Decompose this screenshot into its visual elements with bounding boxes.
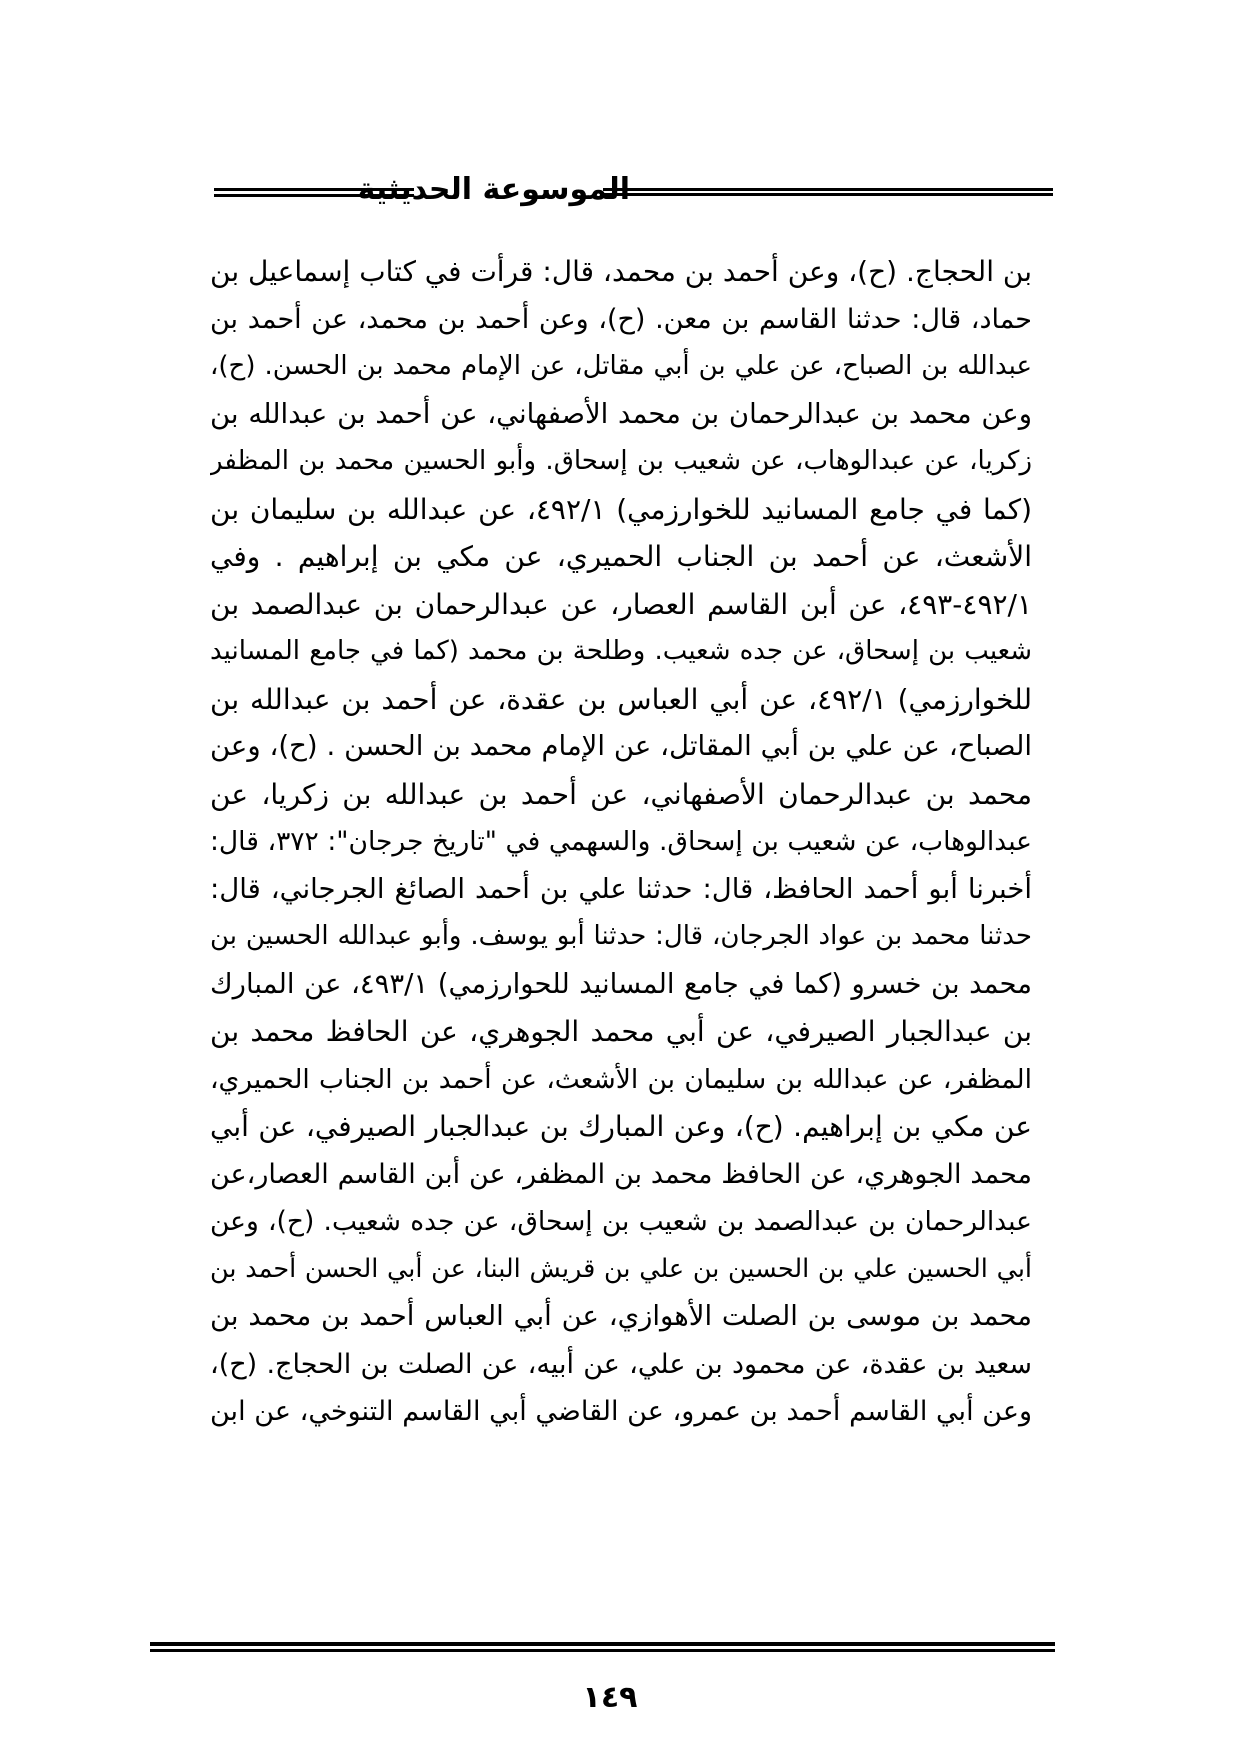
body-text	[210, 248, 1032, 1436]
text-line: المظفر، عن عبدالله بن سليمان بن الأشعث، عن أحمد بن الجناب الحميري،	[210, 1063, 1032, 1095]
text-line: للخوارزمي) ٤٩٢/١، عن أبي العباس بن عقدة، عن أحمد بن عبدالله بن	[210, 682, 1032, 716]
text-line: الصباح، عن علي بن أبي المقاتل، عن الإمام محمد بن الحسن . (ح)، وعن	[210, 730, 1032, 762]
header-rule-right	[603, 188, 1053, 196]
page-number: ١٤٩	[582, 1680, 638, 1715]
text-line: عبدالرحمان بن عبدالصمد بن شعيب بن إسحاق، عن جده شعيب. (ح)، وعن	[210, 1206, 1032, 1237]
text-line: (كما في جامع المسانيد للخوارزمي) ٤٩٢/١، عن عبدالله بن سليمان بن	[210, 492, 1032, 526]
text-line: شعيب بن إسحاق، عن جده شعيب. وطلحة بن محمد (كما في جامع المسانيد	[210, 636, 1032, 666]
text-line: أبي الحسين علي بن الحسين بن علي بن قريش البنا، عن أبي الحسن أحمد بن	[210, 1253, 1032, 1284]
text-line: حماد، قال: حدثنا القاسم بن معن. (ح)، وعن أحمد بن محمد، عن أحمد بن	[210, 303, 1032, 335]
header-rule-left	[214, 188, 414, 197]
text-line: سعيد بن عقدة، عن محمود بن علي، عن أبيه، عن الصلت بن الحجاج. (ح)،	[210, 1348, 1032, 1380]
text-line: محمد بن خسرو (كما في جامع المسانيد للحوارزمي) ٤٩٣/١، عن المبارك	[210, 967, 1032, 1000]
footer-rule	[150, 1642, 1055, 1652]
text-line: عبدالله بن الصباح، عن علي بن أبي مقاتل، عن الإمام محمد بن الحسن. (ح)،	[210, 351, 1032, 381]
text-line: عبدالوهاب، عن شعيب بن إسحاق. والسهمي في "تاريخ جرجان": ٣٧٢، قال:	[210, 826, 1032, 857]
text-line: عن مكي بن إبراهيم. (ح)، وعن المبارك بن عبدالجبار الصيرفي، عن أبي	[210, 1110, 1032, 1143]
text-line: الأشعث، عن أحمد بن الجناب الحميري، عن مكي بن إبراهيم . وفي	[210, 540, 1032, 573]
text-line: ٤٩٢/١-٤٩٣، عن أبن القاسم العصار، عن عبدالرحمان بن عبدالصمد بن	[210, 587, 1032, 621]
text-line: بن عبدالجبار الصيرفي، عن أبي محمد الجوهري، عن الحافظ محمد بن	[210, 1015, 1032, 1048]
text-line: محمد الجوهري، عن الحافظ محمد بن المظفر، عن أبن القاسم العصار،عن	[210, 1158, 1032, 1190]
text-line: وعن محمد بن عبدالرحمان بن محمد الأصفهاني، عن أحمد بن عبدالله بن	[210, 397, 1032, 430]
text-line: أخبرنا أبو أحمد الحافظ، قال: حدثنا علي بن أحمد الصائغ الجرجاني، قال:	[210, 872, 1032, 905]
text-line: محمد بن موسى بن الصلت الأهوازي، عن أبي العباس أحمد بن محمد بن	[210, 1300, 1032, 1332]
text-line: محمد بن عبدالرحمان الأصفهاني، عن أحمد بن عبدالله بن زكريا، عن	[210, 777, 1032, 811]
text-line: بن الحجاج. (ح)، وعن أحمد بن محمد، قال: قرأت في كتاب إسماعيل بن	[210, 255, 1032, 288]
header-title: الموسوعة الحديثية	[357, 172, 630, 207]
text-line: زكريا، عن عبدالوهاب، عن شعيب بن إسحاق. وأبو الحسين محمد بن المظفر	[210, 446, 1032, 476]
running-header	[148, 168, 1053, 218]
text-line: حدثنا محمد بن عواد الجرجان، قال: حدثنا أبو يوسف. وأبو عبدالله الحسين بن	[210, 921, 1032, 951]
text-line: وعن أبي القاسم أحمد بن عمرو، عن القاضي أبي القاسم التنوخي، عن ابن	[210, 1396, 1032, 1427]
